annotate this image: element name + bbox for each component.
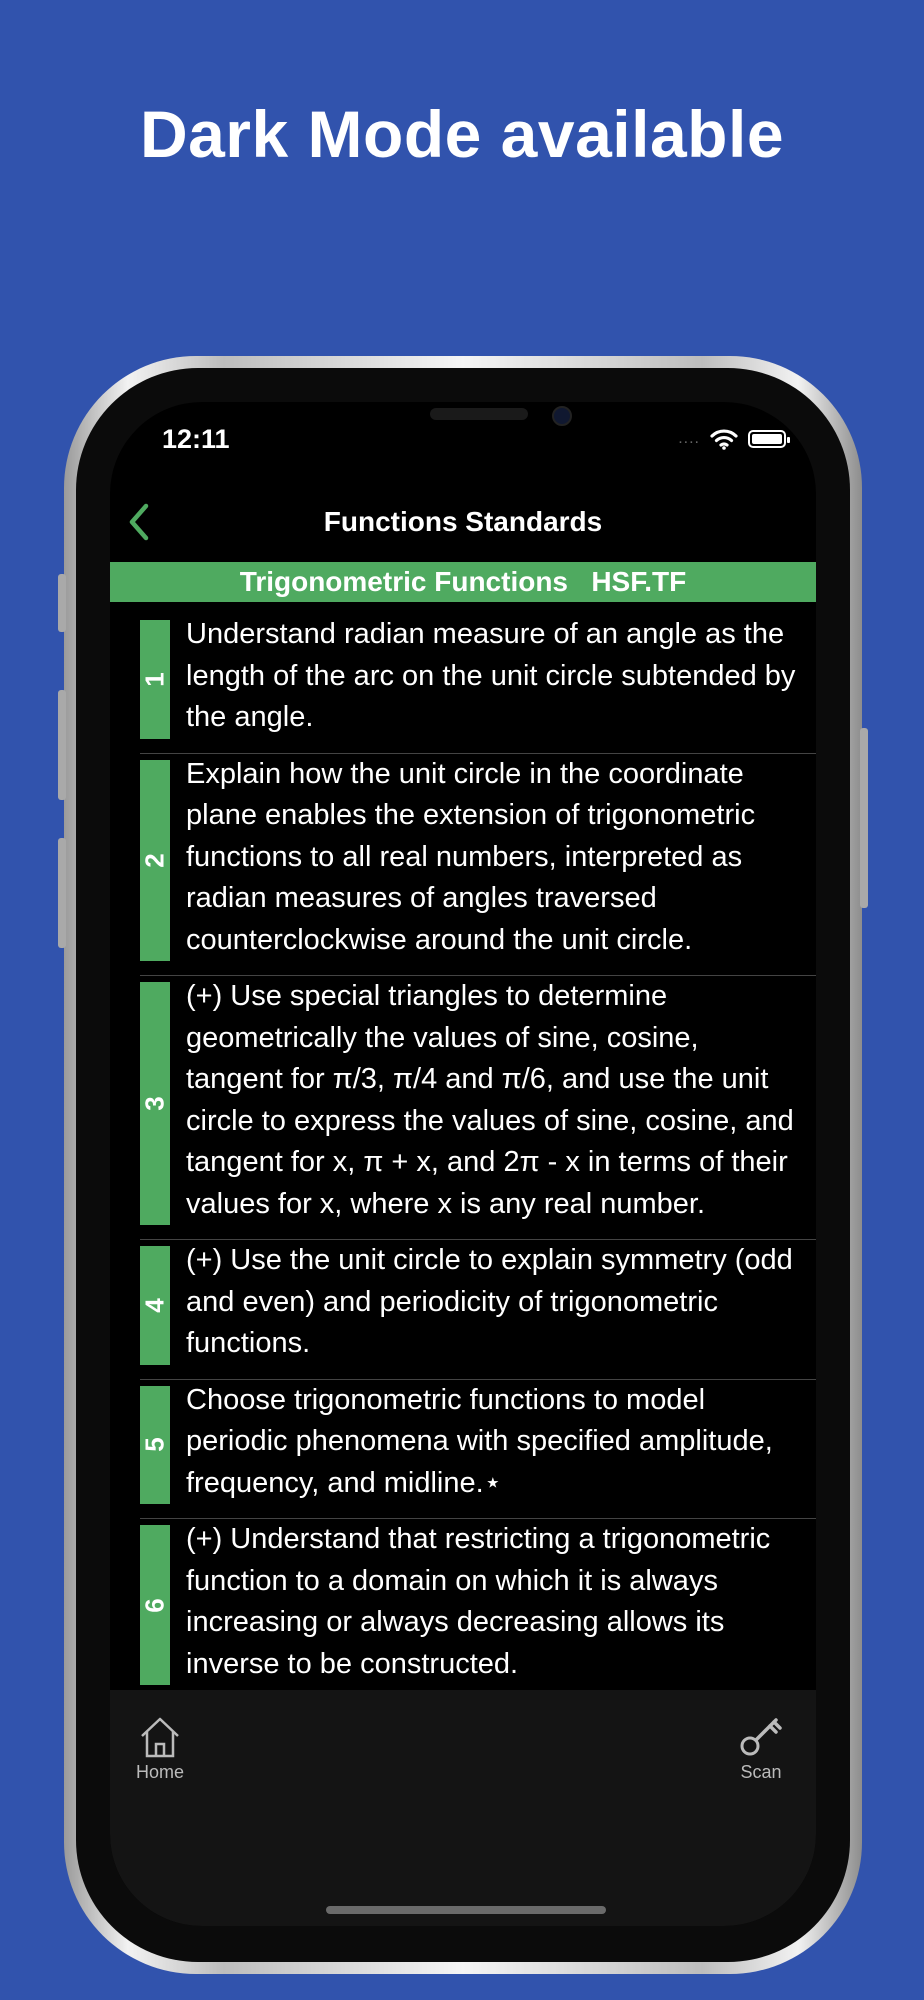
standard-text: Understand radian measure of an angle as the length of the arc on the unit circle subtended by the angle. bbox=[186, 618, 796, 733]
key-icon bbox=[736, 1714, 786, 1760]
section-header: Trigonometric Functions HSF.TF bbox=[110, 562, 816, 602]
notch bbox=[280, 402, 646, 458]
standard-text: (+) Use special triangles to determine geometrically the values of sine, cosine, tangent for π/3, π/4 and π/6, and use the unit circle to express the values of sine, cosine, and tangent for x, π + x, and 2π - x in terms of their values for x, where x is any real number. bbox=[186, 980, 794, 1220]
tab-scan[interactable] bbox=[736, 1714, 786, 1783]
standard-text: (+) Use the unit circle to explain symmetry (odd and even) and periodicity of trigonometric functions. bbox=[186, 1244, 793, 1359]
standard-number-badge: 6 bbox=[140, 1525, 170, 1685]
speaker-grille bbox=[430, 408, 528, 420]
status-indicators bbox=[678, 428, 786, 450]
navigation-bar bbox=[110, 490, 816, 562]
battery-icon bbox=[748, 430, 786, 448]
status-time: 12:11 bbox=[162, 424, 230, 454]
standard-row-4[interactable] bbox=[140, 1240, 816, 1380]
standard-row-6[interactable] bbox=[140, 1519, 816, 1690]
phone-screen bbox=[110, 402, 816, 1926]
wifi-icon bbox=[710, 428, 738, 450]
standard-row-5[interactable] bbox=[140, 1380, 816, 1520]
standard-number-badge: 4 bbox=[140, 1246, 170, 1365]
standard-row-2[interactable] bbox=[140, 754, 816, 977]
standard-row-3[interactable] bbox=[140, 976, 816, 1240]
standard-text: (+) Understand that restricting a trigonometric function to a domain on which it is always increasing or always decreasing allows its inverse to be constructed. bbox=[186, 1523, 771, 1680]
tab-home[interactable] bbox=[136, 1714, 184, 1783]
page-title: Functions Standards bbox=[323, 506, 603, 537]
house-icon bbox=[137, 1714, 183, 1760]
silent-switch bbox=[58, 574, 66, 632]
standard-number-badge: 1 bbox=[140, 620, 170, 739]
standard-text: Explain how the unit circle in the coordinate plane enables the extension of trigonometric functions to all real numbers, interpreted as radian measures of angles traversed counterclockwise around the unit circle. bbox=[186, 757, 756, 956]
power-button bbox=[860, 728, 868, 908]
standard-row-1[interactable] bbox=[140, 614, 816, 754]
signal-dots: .... bbox=[678, 430, 700, 447]
tab-bar bbox=[110, 1690, 816, 1926]
standard-text: Choose trigonometric functions to model periodic phenomena with specified amplitude, frequency, and midline.⋆ bbox=[186, 1383, 773, 1499]
volume-up-button bbox=[58, 690, 66, 800]
tab-scan-label: Scan bbox=[740, 1762, 782, 1782]
promo-headline: Dark Mode available bbox=[139, 97, 785, 171]
standards-list[interactable] bbox=[110, 614, 816, 1690]
standard-number-badge: 5 bbox=[140, 1386, 170, 1505]
front-camera bbox=[552, 406, 572, 426]
home-indicator[interactable] bbox=[326, 1906, 606, 1914]
standard-number-badge: 3 bbox=[140, 982, 170, 1225]
tab-home-label: Home bbox=[136, 1762, 185, 1782]
volume-down-button bbox=[58, 838, 66, 948]
standard-number-badge: 2 bbox=[140, 760, 170, 962]
